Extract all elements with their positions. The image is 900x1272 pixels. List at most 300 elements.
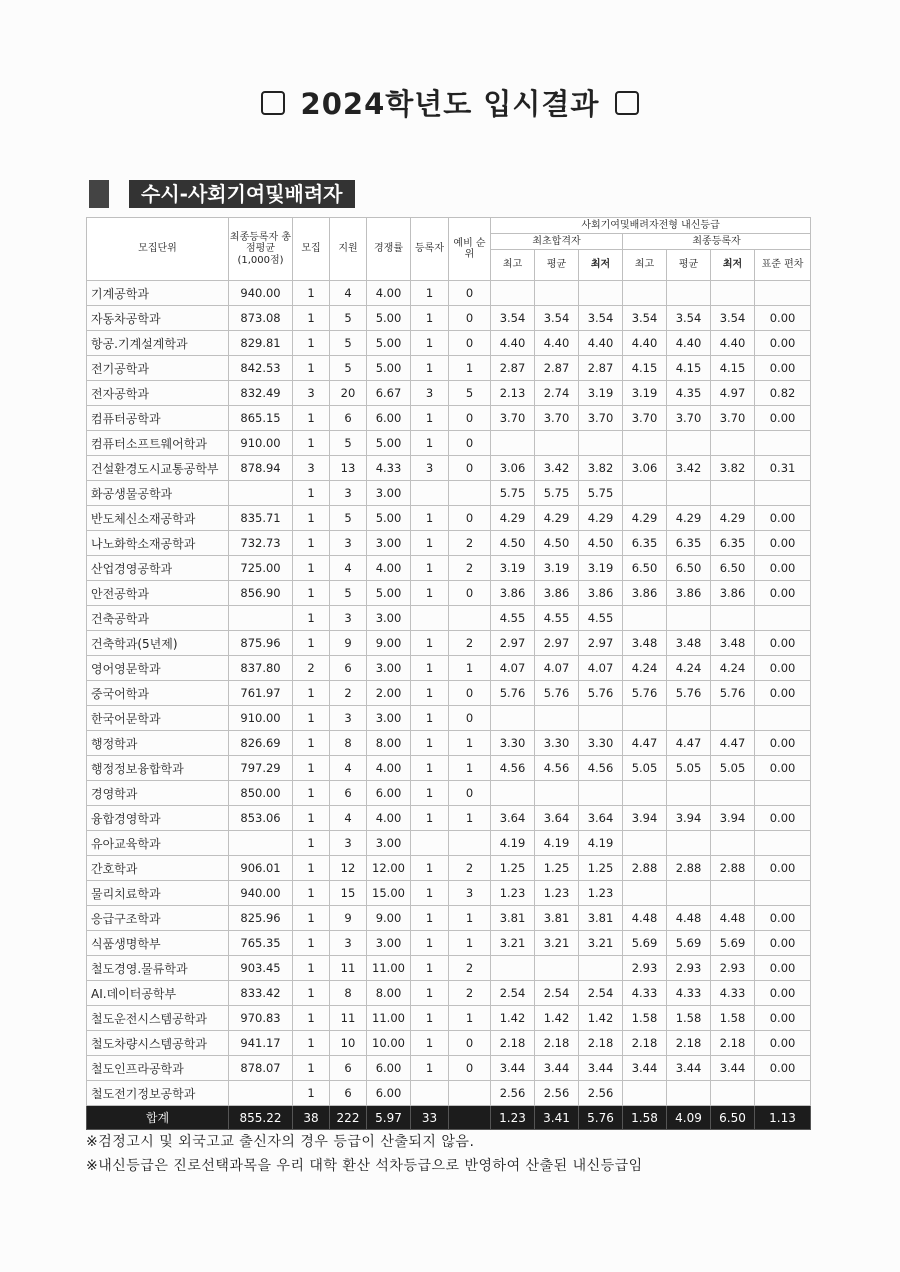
- table-cell: 1: [411, 431, 449, 456]
- table-cell: 3.44: [667, 1056, 711, 1081]
- table-cell: 0.00: [755, 531, 811, 556]
- table-cell: 4.56: [535, 756, 579, 781]
- table-cell: 4.40: [711, 331, 755, 356]
- table-cell: 1: [411, 956, 449, 981]
- table-cell: 3.86: [623, 581, 667, 606]
- table-cell: 3.44: [579, 1056, 623, 1081]
- table-cell: 878.94: [229, 456, 293, 481]
- department-name: 영어영문학과: [87, 656, 229, 681]
- department-name: 안전공학과: [87, 581, 229, 606]
- table-cell: 0.00: [755, 931, 811, 956]
- table-cell: 761.97: [229, 681, 293, 706]
- table-cell: 3: [330, 481, 367, 506]
- table-cell: 4.56: [491, 756, 535, 781]
- table-cell: 1: [411, 406, 449, 431]
- table-cell: 1: [411, 681, 449, 706]
- table-cell: 2: [449, 556, 491, 581]
- department-name: 자동차공학과: [87, 306, 229, 331]
- table-cell: [711, 606, 755, 631]
- table-cell: 1.25: [535, 856, 579, 881]
- department-name: 나노화학소재공학과: [87, 531, 229, 556]
- table-cell: 1: [411, 581, 449, 606]
- table-cell: 0.00: [755, 731, 811, 756]
- table-cell: 5.05: [623, 756, 667, 781]
- department-name: 항공.기계설계학과: [87, 331, 229, 356]
- table-cell: 5.76: [491, 681, 535, 706]
- table-cell: 5.00: [367, 431, 411, 456]
- header-unit: 모집단위: [87, 218, 229, 281]
- table-cell: 906.01: [229, 856, 293, 881]
- table-row: [87, 1006, 811, 1031]
- table-cell: [711, 481, 755, 506]
- table-header: [87, 218, 811, 281]
- table-cell: 3.70: [535, 406, 579, 431]
- table-cell: 1: [411, 906, 449, 931]
- table-cell: 1: [293, 281, 330, 306]
- table-cell: 4.33: [367, 456, 411, 481]
- table-cell: 856.90: [229, 581, 293, 606]
- table-cell: 4.07: [579, 656, 623, 681]
- department-name: 산업경영공학과: [87, 556, 229, 581]
- table-cell: 2: [293, 656, 330, 681]
- table-cell: 20: [330, 381, 367, 406]
- table-cell: [711, 881, 755, 906]
- department-name: 간호학과: [87, 856, 229, 881]
- table-cell: 3.48: [711, 631, 755, 656]
- table-cell: 903.45: [229, 956, 293, 981]
- table-cell: 4.15: [667, 356, 711, 381]
- table-cell: 4: [330, 756, 367, 781]
- header-stdev: 표준 편차: [755, 250, 811, 281]
- table-cell: 2: [449, 631, 491, 656]
- table-cell: 1: [411, 631, 449, 656]
- table-cell: 5.75: [579, 481, 623, 506]
- table-cell: 1: [293, 1031, 330, 1056]
- table-cell: 1: [449, 906, 491, 931]
- table-cell: 3.19: [579, 381, 623, 406]
- table-cell: 2: [449, 981, 491, 1006]
- table-cell: 6.35: [623, 531, 667, 556]
- table-cell: 5: [330, 506, 367, 531]
- header-initial-best: 최고: [491, 250, 535, 281]
- table-cell: [491, 706, 535, 731]
- table-cell: 970.83: [229, 1006, 293, 1031]
- table-cell: 5.75: [491, 481, 535, 506]
- department-name: 건축공학과: [87, 606, 229, 631]
- department-name: 물리치료학과: [87, 881, 229, 906]
- page-title: [0, 82, 900, 123]
- table-cell: 12: [330, 856, 367, 881]
- table-cell: 3.70: [579, 406, 623, 431]
- department-name: 중국어학과: [87, 681, 229, 706]
- header-initial-admits: 최초합격자: [491, 234, 623, 250]
- table-cell: 4.40: [667, 331, 711, 356]
- table-cell: 837.80: [229, 656, 293, 681]
- table-cell: [579, 706, 623, 731]
- table-cell: 3.82: [579, 456, 623, 481]
- table-cell: 1: [411, 981, 449, 1006]
- table-cell: 3: [411, 456, 449, 481]
- table-row: [87, 656, 811, 681]
- table-cell: [755, 881, 811, 906]
- table-cell: [229, 1081, 293, 1106]
- table-cell: [623, 481, 667, 506]
- department-name: AI.데이터공학부: [87, 981, 229, 1006]
- header-registered: 등록자: [411, 218, 449, 281]
- table-cell: 9.00: [367, 906, 411, 931]
- table-cell: 0.00: [755, 906, 811, 931]
- table-cell: 6.00: [367, 1056, 411, 1081]
- table-cell: [229, 481, 293, 506]
- table-cell: 4.29: [667, 506, 711, 531]
- table-cell: 1: [449, 731, 491, 756]
- checkbox-right-icon: [615, 91, 639, 115]
- table-cell: [667, 881, 711, 906]
- table-cell: 3.86: [711, 581, 755, 606]
- table-cell: [411, 606, 449, 631]
- table-cell: 1: [449, 356, 491, 381]
- table-cell: 0.00: [755, 806, 811, 831]
- table-cell: 1: [411, 531, 449, 556]
- table-cell: 2.56: [579, 1081, 623, 1106]
- table-cell: 5: [330, 581, 367, 606]
- table-row: [87, 956, 811, 981]
- department-name: 전기공학과: [87, 356, 229, 381]
- table-cell: 1: [293, 531, 330, 556]
- table-cell: 11: [330, 1006, 367, 1031]
- table-cell: 3.00: [367, 531, 411, 556]
- table-cell: [491, 956, 535, 981]
- total-label: 합계: [87, 1106, 229, 1130]
- table-cell: 0: [449, 706, 491, 731]
- table-row: [87, 406, 811, 431]
- table-cell: [711, 1081, 755, 1106]
- department-name: 행정학과: [87, 731, 229, 756]
- table-cell: 0.00: [755, 556, 811, 581]
- table-cell: 5.00: [367, 306, 411, 331]
- table-cell: [667, 831, 711, 856]
- table-cell: 4.00: [367, 281, 411, 306]
- table-cell: [535, 706, 579, 731]
- table-cell: 4.07: [491, 656, 535, 681]
- table-cell: [579, 781, 623, 806]
- table-cell: [411, 831, 449, 856]
- table-row: [87, 731, 811, 756]
- department-name: 철도인프라공학과: [87, 1056, 229, 1081]
- table-cell: 3.54: [491, 306, 535, 331]
- table-cell: 0: [449, 781, 491, 806]
- table-cell: [535, 431, 579, 456]
- table-cell: 4.40: [491, 331, 535, 356]
- table-cell: 4.50: [535, 531, 579, 556]
- table-cell: 1: [293, 1056, 330, 1081]
- table-cell: 13: [330, 456, 367, 481]
- table-cell: 5.00: [367, 581, 411, 606]
- table-cell: 3.00: [367, 481, 411, 506]
- table-cell: 3: [293, 381, 330, 406]
- table-cell: 1.42: [579, 1006, 623, 1031]
- table-cell: 835.71: [229, 506, 293, 531]
- department-name: 한국어문학과: [87, 706, 229, 731]
- table-cell: 4.48: [667, 906, 711, 931]
- table-cell: 3.86: [535, 581, 579, 606]
- table-cell: 0.00: [755, 1056, 811, 1081]
- table-cell: 1: [293, 706, 330, 731]
- table-cell: 3.82: [711, 456, 755, 481]
- table-cell: 4.15: [711, 356, 755, 381]
- table-cell: 2: [449, 856, 491, 881]
- table-cell: 33: [411, 1106, 449, 1130]
- table-cell: 2.97: [491, 631, 535, 656]
- table-cell: 1.23: [579, 881, 623, 906]
- table-cell: 3.30: [579, 731, 623, 756]
- table-cell: 1: [293, 506, 330, 531]
- table-cell: 5.75: [535, 481, 579, 506]
- table-cell: 0.00: [755, 631, 811, 656]
- table-row: [87, 1056, 811, 1081]
- table-cell: 3.19: [623, 381, 667, 406]
- table-cell: 5: [330, 356, 367, 381]
- table-cell: 4.19: [535, 831, 579, 856]
- table-cell: [711, 431, 755, 456]
- table-cell: 1.42: [535, 1006, 579, 1031]
- table-cell: 3.21: [535, 931, 579, 956]
- department-name: 응급구조학과: [87, 906, 229, 931]
- table-cell: 1: [411, 1006, 449, 1031]
- table-cell: 5.76: [535, 681, 579, 706]
- table-cell: 1.58: [623, 1106, 667, 1130]
- table-row: [87, 331, 811, 356]
- table-cell: 12.00: [367, 856, 411, 881]
- table-cell: 1.13: [755, 1106, 811, 1130]
- department-name: 컴퓨터소프트웨어학과: [87, 431, 229, 456]
- department-name: 경영학과: [87, 781, 229, 806]
- table-cell: 1: [293, 831, 330, 856]
- table-cell: 0.00: [755, 1006, 811, 1031]
- table-cell: [579, 956, 623, 981]
- table-cell: 2.54: [535, 981, 579, 1006]
- table-cell: 3.00: [367, 931, 411, 956]
- table-cell: 4.24: [667, 656, 711, 681]
- table-cell: 3.44: [623, 1056, 667, 1081]
- table-cell: 6.35: [711, 531, 755, 556]
- table-cell: 8.00: [367, 981, 411, 1006]
- table-row: [87, 906, 811, 931]
- table-cell: 3.64: [535, 806, 579, 831]
- table-row: [87, 481, 811, 506]
- table-cell: 6.67: [367, 381, 411, 406]
- table-cell: 2.56: [491, 1081, 535, 1106]
- table-cell: 1: [411, 806, 449, 831]
- table-cell: 732.73: [229, 531, 293, 556]
- table-cell: 4.47: [667, 731, 711, 756]
- table-cell: 2: [330, 681, 367, 706]
- table-row: [87, 581, 811, 606]
- department-name: 반도체신소재공학과: [87, 506, 229, 531]
- table-cell: 2.18: [491, 1031, 535, 1056]
- table-cell: 2.56: [535, 1081, 579, 1106]
- department-name: 철도차량시스템공학과: [87, 1031, 229, 1056]
- table-cell: [667, 481, 711, 506]
- table-cell: 4.29: [711, 506, 755, 531]
- table-cell: 0.00: [755, 956, 811, 981]
- table-cell: [579, 431, 623, 456]
- table-cell: 825.96: [229, 906, 293, 931]
- table-cell: 1: [293, 431, 330, 456]
- table-row: [87, 856, 811, 881]
- table-cell: 4.48: [623, 906, 667, 931]
- table-cell: 3.48: [623, 631, 667, 656]
- table-cell: 2.88: [667, 856, 711, 881]
- table-cell: [449, 1081, 491, 1106]
- table-cell: 3.70: [711, 406, 755, 431]
- table-cell: 1: [411, 356, 449, 381]
- table-cell: [623, 281, 667, 306]
- table-cell: 5: [330, 431, 367, 456]
- table-cell: 3.42: [535, 456, 579, 481]
- table-cell: 1: [411, 931, 449, 956]
- table-cell: 1: [293, 556, 330, 581]
- table-cell: 1: [293, 356, 330, 381]
- table-cell: 0: [449, 406, 491, 431]
- table-cell: 4.24: [623, 656, 667, 681]
- table-cell: 0.00: [755, 1031, 811, 1056]
- table-cell: 3.41: [535, 1106, 579, 1130]
- table-cell: 850.00: [229, 781, 293, 806]
- table-cell: 4.15: [623, 356, 667, 381]
- table-cell: 3.54: [579, 306, 623, 331]
- table-row: [87, 531, 811, 556]
- table-cell: 2.87: [491, 356, 535, 381]
- table-cell: 4.33: [667, 981, 711, 1006]
- table-cell: 1.58: [667, 1006, 711, 1031]
- table-cell: 5.05: [711, 756, 755, 781]
- table-cell: 4.47: [623, 731, 667, 756]
- table-cell: 2.97: [535, 631, 579, 656]
- table-cell: 0.00: [755, 581, 811, 606]
- table-cell: 1.23: [535, 881, 579, 906]
- table-cell: 4.19: [491, 831, 535, 856]
- table-cell: 0.00: [755, 356, 811, 381]
- table-cell: [623, 606, 667, 631]
- table-cell: [449, 606, 491, 631]
- table-cell: [491, 781, 535, 806]
- table-cell: 3.00: [367, 706, 411, 731]
- table-row: [87, 306, 811, 331]
- table-cell: 2.87: [579, 356, 623, 381]
- table-cell: 4.35: [667, 381, 711, 406]
- table-cell: 5.76: [667, 681, 711, 706]
- table-row: [87, 706, 811, 731]
- table-row: [87, 781, 811, 806]
- table-cell: 0: [449, 506, 491, 531]
- table-row: [87, 506, 811, 531]
- table-cell: 3.19: [491, 556, 535, 581]
- table-cell: 0: [449, 681, 491, 706]
- table-cell: 0.00: [755, 331, 811, 356]
- table-cell: [755, 481, 811, 506]
- header-final-worst: 최저: [711, 250, 755, 281]
- table-cell: [449, 831, 491, 856]
- table-cell: 2.74: [535, 381, 579, 406]
- table-cell: 4: [330, 556, 367, 581]
- table-cell: 725.00: [229, 556, 293, 581]
- total-row: [87, 1106, 811, 1130]
- table-cell: 765.35: [229, 931, 293, 956]
- table-cell: [411, 1081, 449, 1106]
- department-name: 철도운전시스템공학과: [87, 1006, 229, 1031]
- table-cell: 0.00: [755, 681, 811, 706]
- table-cell: 853.06: [229, 806, 293, 831]
- table-cell: [491, 431, 535, 456]
- table-cell: 6: [330, 656, 367, 681]
- table-cell: 2.18: [579, 1031, 623, 1056]
- table-cell: 11.00: [367, 1006, 411, 1031]
- table-row: [87, 681, 811, 706]
- table-cell: 9.00: [367, 631, 411, 656]
- table-cell: [623, 781, 667, 806]
- header-grade-group: 사회기여및배려자전형 내신등급: [491, 218, 811, 234]
- table-cell: 875.96: [229, 631, 293, 656]
- table-cell: 0.00: [755, 656, 811, 681]
- table-cell: [491, 281, 535, 306]
- table-row: [87, 356, 811, 381]
- table-cell: 3.00: [367, 831, 411, 856]
- table-cell: 4.00: [367, 556, 411, 581]
- table-cell: 910.00: [229, 706, 293, 731]
- table-cell: 1: [411, 281, 449, 306]
- header-final-score: 최종등록자 총점평균 (1,000점): [229, 218, 293, 281]
- section-title: 수시-사회기여및배려자: [129, 180, 355, 208]
- table-cell: 4.40: [579, 331, 623, 356]
- table-cell: 0.00: [755, 306, 811, 331]
- table-cell: 0: [449, 331, 491, 356]
- table-cell: 3.54: [535, 306, 579, 331]
- table-cell: [755, 1081, 811, 1106]
- table-cell: 9: [330, 631, 367, 656]
- table-cell: 3.70: [623, 406, 667, 431]
- table-cell: 4.24: [711, 656, 755, 681]
- table-cell: 1: [411, 1056, 449, 1081]
- table-cell: [755, 281, 811, 306]
- department-name: 식품생명학부: [87, 931, 229, 956]
- table-row: [87, 456, 811, 481]
- table-cell: 1: [411, 706, 449, 731]
- header-final-registrants: 최종등록자: [623, 234, 811, 250]
- table-cell: 0.31: [755, 456, 811, 481]
- table-cell: 797.29: [229, 756, 293, 781]
- table-cell: [623, 881, 667, 906]
- table-cell: 1: [449, 931, 491, 956]
- department-name: 건축학과(5년제): [87, 631, 229, 656]
- table-cell: 4.55: [535, 606, 579, 631]
- table-cell: 4.50: [491, 531, 535, 556]
- table-cell: 5: [330, 331, 367, 356]
- table-row: [87, 931, 811, 956]
- table-cell: 6.00: [367, 1081, 411, 1106]
- header-initial-avg: 평균: [535, 250, 579, 281]
- table-cell: 1: [411, 506, 449, 531]
- table-cell: 3.86: [667, 581, 711, 606]
- table-cell: 4.48: [711, 906, 755, 931]
- department-name: 전자공학과: [87, 381, 229, 406]
- table-cell: 3: [330, 531, 367, 556]
- table-cell: 940.00: [229, 881, 293, 906]
- table-cell: [623, 706, 667, 731]
- department-name: 철도전기정보공학과: [87, 1081, 229, 1106]
- table-cell: 3.19: [535, 556, 579, 581]
- results-table: [86, 217, 811, 1130]
